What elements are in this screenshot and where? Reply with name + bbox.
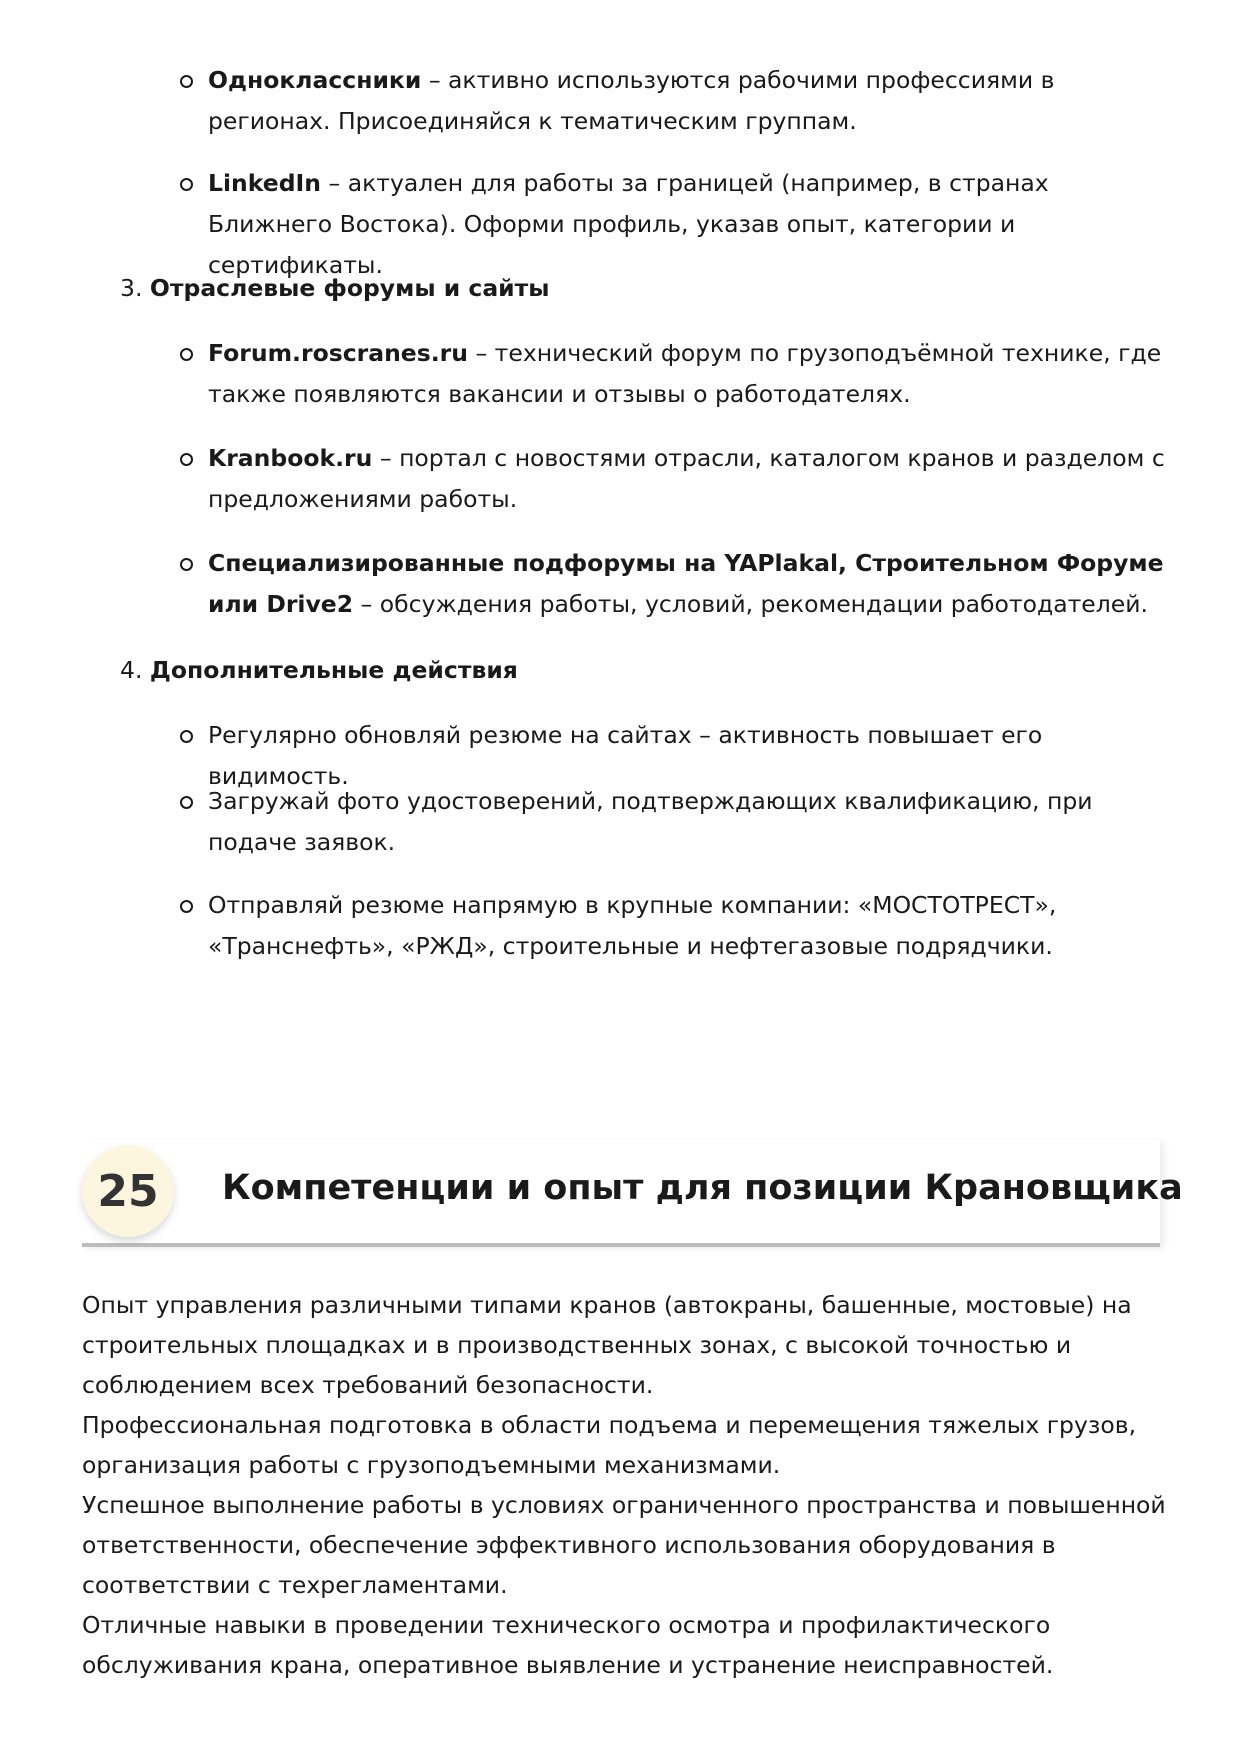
list-item-upload-photos: [208, 781, 1168, 863]
item-bold: Kranbook.ru: [208, 444, 373, 472]
item-text: – портал с новостями отрасли, каталогом кранов и разделом с предложениями работы.: [208, 444, 1165, 513]
item-text: Отправляй резюме напрямую в крупные компании: «МОСТОТРЕСТ», «Транснефть», «РЖД», строительные и нефтегазовые подрядчики.: [208, 891, 1057, 960]
paragraph: Успешное выполнение работы в условиях ограниченного пространства и повышенной ответственности, обеспечение эффективного использования оборудования в соответствии с техрегламентами.: [82, 1491, 1166, 1599]
paragraph: Отличные навыки в проведении технического осмотра и профилактического обслуживания крана, оперативное выявление и устранение неисправностей.: [82, 1611, 1054, 1679]
list-item-send-resume: [208, 885, 1168, 967]
item-number: 4.: [120, 656, 143, 684]
item-text: – актуален для работы за границей (например, в странах Ближнего Востока). Оформи профиль, указав опыт, категории и сертификаты.: [208, 169, 1049, 279]
item-bold: LinkedIn: [208, 169, 321, 197]
paragraph: Профессиональная подготовка в области подъема и перемещения тяжелых грузов, организация работы с грузоподъемными механизмами.: [82, 1411, 1137, 1479]
section-header: [82, 1140, 1183, 1248]
item-text: – активно используются рабочими профессиями в регионах. Присоединяйся к тематическим группам.: [208, 66, 1055, 135]
section-number-badge: 25: [82, 1145, 174, 1237]
item-title: Дополнительные действия: [149, 656, 518, 684]
list-item-subforums: [208, 543, 1168, 625]
item-number: 3.: [120, 274, 143, 302]
list-item-odnoklassniki: [208, 60, 1168, 142]
section-title: Компетенции и опыт для позиции Крановщика: [222, 1168, 1183, 1208]
item-bold: Одноклассники: [208, 66, 422, 94]
item-text: Регулярно обновляй резюме на сайтах – активность повышает его видимость.: [208, 721, 1043, 790]
item-bold: Forum.roscranes.ru: [208, 339, 468, 367]
numbered-item-3: [120, 268, 550, 309]
numbered-item-4: [120, 650, 518, 691]
list-item-kranbook: [208, 438, 1168, 520]
item-bold: Специализированные подфорумы на YAPlakal, Строительном Форуме или Drive2: [208, 549, 1164, 618]
item-title: Отраслевые форумы и сайты: [149, 274, 550, 302]
list-item-roscranes: [208, 333, 1168, 415]
paragraph: Опыт управления различными типами кранов (автокраны, башенные, мостовые) на строительных площадках и в производственных зонах, с высокой точностью и соблюдением всех требований безопасности.: [82, 1291, 1132, 1399]
item-text: – обсуждения работы, условий, рекомендации работодателей.: [353, 590, 1148, 618]
item-text: Загружай фото удостоверений, подтверждающих квалификацию, при подаче заявок.: [208, 787, 1093, 856]
item-text: – технический форум по грузоподъёмной технике, где также появляются вакансии и отзывы о работодателях.: [208, 339, 1162, 408]
